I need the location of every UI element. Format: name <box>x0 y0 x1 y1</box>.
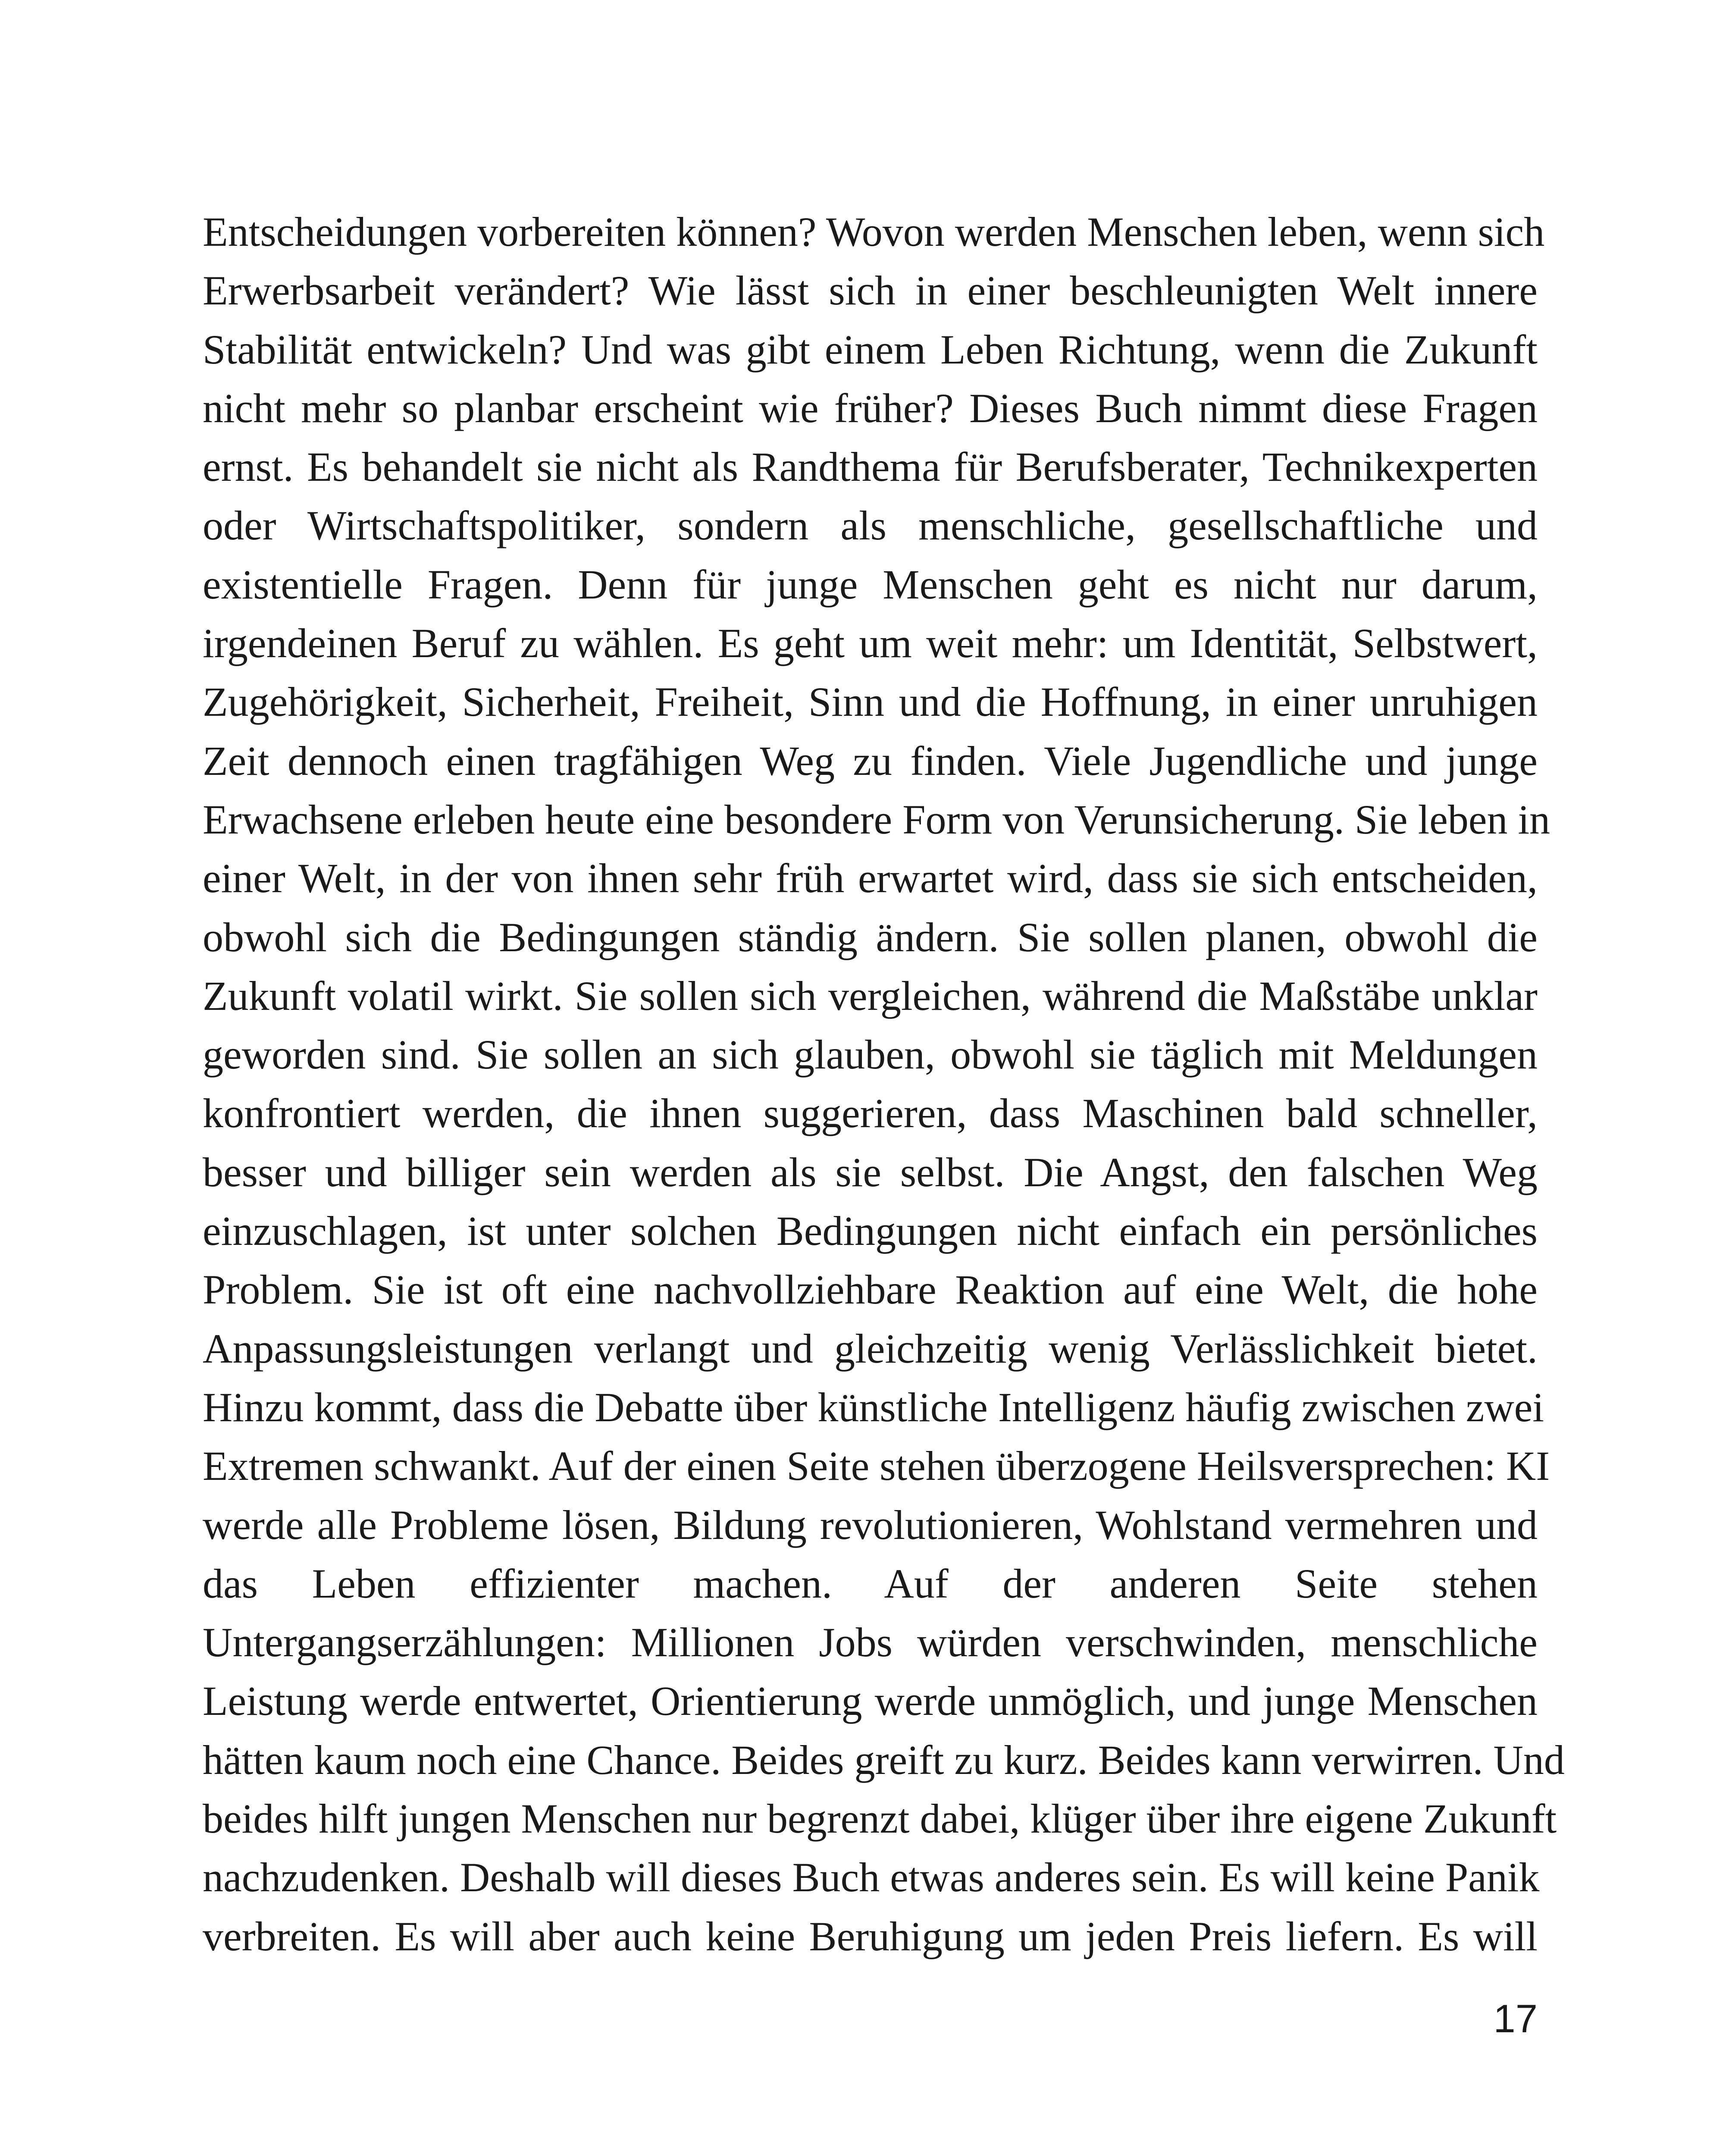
text-line: Entscheidungen vorbereiten können? Wovon werden Menschen leben, wenn sich <box>203 209 1545 255</box>
text-line: ernst. Es behandelt sie nicht als Randthema für Berufsberater, Technikexperten <box>203 444 1538 490</box>
text-line: konfrontiert werden, die ihnen suggerieren, dass Maschinen bald schneller, <box>203 1090 1538 1137</box>
text-line: Erwachsene erleben heute eine besondere Form von Verunsicherung. Sie leben in <box>203 796 1550 843</box>
text-line: Untergangserzählungen: Millionen Jobs würden verschwinden, menschliche <box>203 1619 1538 1666</box>
text-line: oder Wirtschaftspolitiker, sondern als menschliche, gesellschaftliche und <box>203 502 1538 549</box>
text-line: Zeit dennoch einen tragfähigen Weg zu finden. Viele Jugendliche und junge <box>203 737 1538 784</box>
text-line: beides hilft jungen Menschen nur begrenzt dabei, klüger über ihre eigene Zukunft <box>203 1796 1557 1842</box>
text-line: existentielle Fragen. Denn für junge Menschen geht es nicht nur darum, <box>203 561 1538 608</box>
text-line: nachzudenken. Deshalb will dieses Buch etwas anderes sein. Es will keine Panik <box>203 1854 1540 1901</box>
text-line: das Leben effizienter machen. Auf der anderen Seite stehen <box>203 1560 1538 1607</box>
text-line: Erwerbsarbeit verändert? Wie lässt sich in einer beschleunigten Welt innere <box>203 267 1538 314</box>
text-line: hätten kaum noch eine Chance. Beides greift zu kurz. Beides kann verwirren. Und <box>203 1736 1565 1783</box>
text-line: verbreiten. Es will aber auch keine Beruhigung um jeden Preis liefern. Es will <box>203 1913 1538 1959</box>
page-number: 17 <box>1493 1997 1538 2041</box>
text-line: obwohl sich die Bedingungen ständig ändern. Sie sollen planen, obwohl die <box>203 914 1538 960</box>
text-line: Anpassungsleistungen verlangt und gleichzeitig wenig Verlässlichkeit bietet. <box>203 1325 1538 1372</box>
text-line: einzuschlagen, ist unter solchen Bedingungen nicht einfach ein persönliches <box>203 1208 1538 1254</box>
text-line: Stabilität entwickeln? Und was gibt einem Leben Richtung, wenn die Zukunft <box>203 326 1538 373</box>
text-line: Problem. Sie ist oft eine nachvollziehbare Reaktion auf eine Welt, die hohe <box>203 1266 1538 1313</box>
text-line: Zukunft volatil wirkt. Sie sollen sich vergleichen, während die Maßstäbe unklar <box>203 972 1538 1019</box>
text-line: besser und billiger sein werden als sie selbst. Die Angst, den falschen Weg <box>203 1149 1538 1195</box>
text-line: einer Welt, in der von ihnen sehr früh erwartet wird, dass sie sich entscheiden, <box>203 855 1538 902</box>
text-line: Extremen schwankt. Auf der einen Seite stehen überzogene Heilsversprechen: KI <box>203 1443 1550 1489</box>
text-line: Hinzu kommt, dass die Debatte über künstliche Intelligenz häufig zwischen zwei <box>203 1384 1544 1430</box>
body-text <box>203 203 1565 1966</box>
text-line: werde alle Probleme lösen, Bildung revolutionieren, Wohlstand vermehren und <box>203 1501 1538 1548</box>
text-line: geworden sind. Sie sollen an sich glauben, obwohl sie täglich mit Meldungen <box>203 1031 1538 1078</box>
text-line: Leistung werde entwertet, Orientierung werde unmöglich, und junge Menschen <box>203 1678 1538 1724</box>
text-line: Zugehörigkeit, Sicherheit, Freiheit, Sinn und die Hoffnung, in einer unruhigen <box>203 679 1538 725</box>
text-line: nicht mehr so planbar erscheint wie früher? Dieses Buch nimmt diese Fragen <box>203 385 1538 431</box>
text-line: irgendeinen Beruf zu wählen. Es geht um weit mehr: um Identität, Selbstwert, <box>203 620 1538 667</box>
